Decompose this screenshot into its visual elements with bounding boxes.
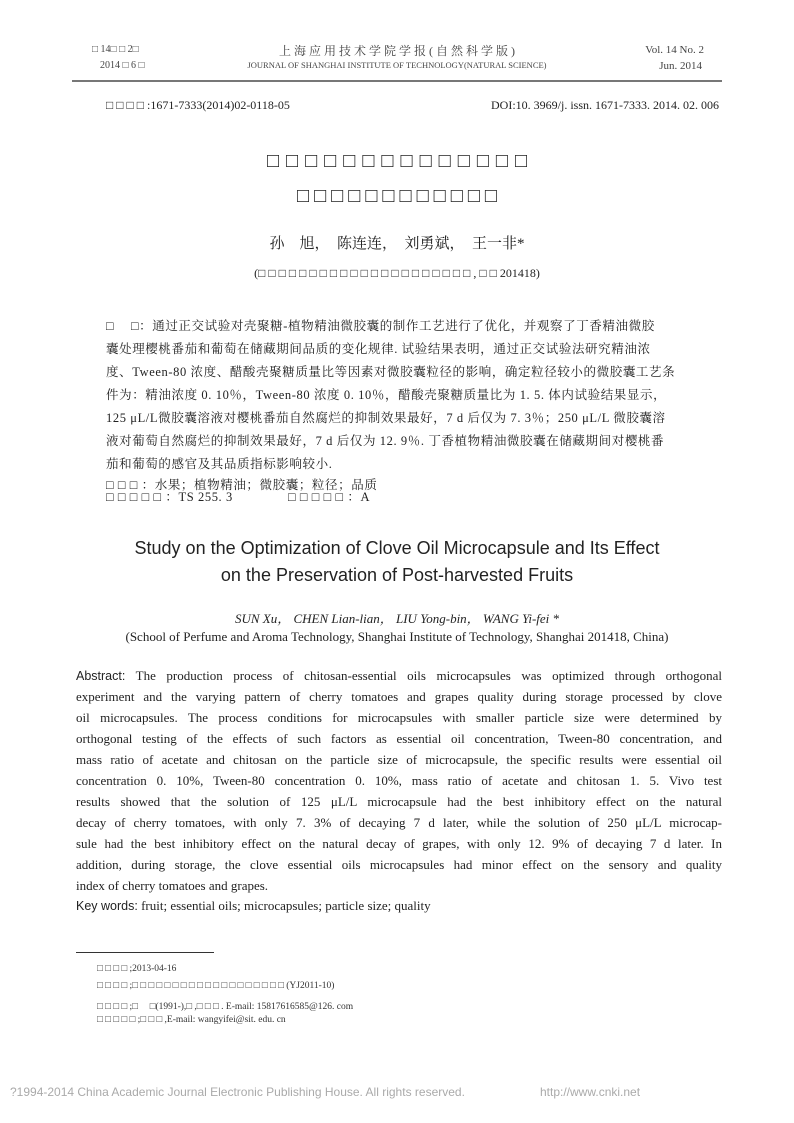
journal-name-cn: 上 海 应 用 技 术 学 院 学 报 ( 自 然 科 学 版 ): [279, 44, 515, 58]
footnote-author-bio: □ □ □ □ ;□ □(1991-),□ ,□ □ □ . E-mail: 15817616585@126. com: [97, 1002, 354, 1012]
cn-keywords: □ □ □ ：水果；植物精油；微胶囊；粒径；品质: [106, 478, 378, 492]
en-abstract-line: results showed that the solution of 125 μL/L microcapsule had the best inhibitory effect on the natural: [76, 794, 722, 809]
header-rule: [72, 80, 722, 82]
cn-abstract-line: 囊处理樱桃番茄和葡萄在储藏期间品质的变化规律. 试验结果表明，通过正交试验法研究精油浓: [106, 342, 651, 356]
en-affiliation: (School of Perfume and Aroma Technology, Shanghai Institute of Technology, Shanghai 201418, China): [125, 629, 669, 644]
issue-date: 2014 □ 6 □: [100, 60, 145, 71]
cn-abstract-line: 度、Tween-80 浓度、醋酸壳聚糖质量比等因素对微胶囊粒径的影响，确定粒径较小的微胶囊工艺条: [106, 365, 676, 379]
cn-authors: 孙 旭， 陈连连， 刘勇斌， 王一非*: [269, 236, 525, 252]
volume: Vol. 14 No. 2: [645, 44, 704, 56]
footnote-rule: [76, 952, 214, 953]
en-keywords: fruit; essential oils; microcapsules; particle size; quality: [141, 898, 431, 913]
copyright-footer: ?1994-2014 China Academic Journal Electronic Publishing House. All rights reserved.: [10, 1085, 465, 1099]
en-abstract-line: sule had the best inhibitory effect on the natural decay of grapes, with only 12. 9% of decaying 7 d later. In: [76, 836, 722, 851]
cn-document-code: □ □ □ □ □ ：A: [288, 490, 371, 504]
en-abstract-line: concentration 0. 10%, Tween-80 concentration 0. 10%, mass ratio of acetate and chitosan 1. 5. Vivo test: [76, 773, 722, 788]
footnote-funding: □ □ □ □ ;□ □ □ □ □ □ □ □ □ □ □ □ □ □ □ □ □ □ □ (YJ2011-10): [97, 981, 335, 991]
journal-name-en: JOURNAL OF SHANGHAI INSTITUTE OF TECHNOLOGY(NATURAL SCIENCE): [247, 60, 547, 70]
en-title-line2: on the Preservation of Post-harvested Fruits: [220, 565, 574, 585]
en-abstract-line: oil microcapsules. The process conditions for microcapsules with smaller particle size were determined by: [76, 710, 722, 725]
en-abstract-line: addition, during storage, the clove essential oils microcapsules had minor effect on the sensory and quality: [76, 857, 722, 872]
cn-abstract-line: 125 μL/L微胶囊溶液对樱桃番茄自然腐烂的抑制效果最好，7 d 后仅为 7. 3％；250 μL/L 微胶囊溶: [106, 411, 666, 425]
article-id: □ □ □ □ :1671-7333(2014)02-0118-05: [106, 98, 290, 112]
cn-abstract-line: □ □：通过正交试验对壳聚糖-植物精油微胶囊的制作工艺进行了优化，并观察了丁香精油微胶: [106, 319, 655, 333]
en-title-line1: Study on the Optimization of Clove Oil Microcapsule and Its Effect: [134, 538, 660, 558]
footnote-received-date: □ □ □ □ ;2013-04-16: [97, 964, 177, 974]
en-abstract-line: orthogonal testing of the effects of such factors as essential oil concentration, Tween-80 concentration, and: [76, 731, 722, 746]
cn-title-line2: □ □ □ □ □ □ □ □ □ □ □ □: [297, 185, 497, 207]
abstract-label: Abstract:: [76, 669, 126, 683]
cn-title-line1: □ □ □ □ □ □ □ □ □ □ □ □ □ □: [266, 150, 528, 172]
cn-abstract-line: 茄和葡萄的感官及其品质指标影响较小.: [106, 457, 333, 471]
en-abstract-line: index of cherry tomatoes and grapes.: [76, 878, 269, 893]
issue-number: □ 14□ □ 2□: [92, 44, 139, 55]
en-abstract-line: The production process of chitosan-essential oils microcapsules was optimized through orthogonal: [135, 668, 722, 683]
keywords-label: Key words:: [76, 899, 138, 913]
en-abstract-line: experiment and the varying pattern of cherry tomatoes and grapes quality during storage processed by clove: [76, 689, 722, 704]
cn-abstract-line: 液对葡萄自然腐烂的抑制效果最好，7 d 后仅为 12. 9％. 丁香植物精油微胶囊在储藏期间对樱桃番: [106, 434, 665, 448]
en-abstract-line: decay of cherry tomatoes, with only 7. 3% of decaying 7 d later, while the solution of 250 μL/L microcap-: [76, 815, 722, 830]
cn-affiliation: (□ □ □ □ □ □ □ □ □ □ □ □ □ □ □ □ □ □ □ □ □ , □ □ 201418): [254, 266, 540, 280]
cn-class-number: □ □ □ □ □ ：TS 255. 3: [106, 490, 233, 504]
cnki-link[interactable]: http://www.cnki.net: [540, 1085, 641, 1099]
en-abstract-line: mass ratio of acetate and chitosan on the particle size of microcapsule, the specific results were essential oil: [76, 752, 722, 767]
cn-abstract-line: 件为：精油浓度 0. 10％，Tween-80 浓度 0. 10％，醋酸壳聚糖质量比为 1. 5. 体内试验结果显示，: [106, 388, 667, 402]
month-year: Jun. 2014: [659, 60, 702, 72]
en-authors: SUN Xu， CHEN Lian-lian， LIU Yong-bin， WANG Yi-fei *: [234, 611, 560, 626]
doi: DOI:10. 3969/j. issn. 1671-7333. 2014. 02. 006: [491, 98, 719, 112]
footnote-corresponding-author: □ □ □ □ □ ;□ □ □ ,E-mail: wangyifei@sit. edu. cn: [97, 1015, 286, 1025]
